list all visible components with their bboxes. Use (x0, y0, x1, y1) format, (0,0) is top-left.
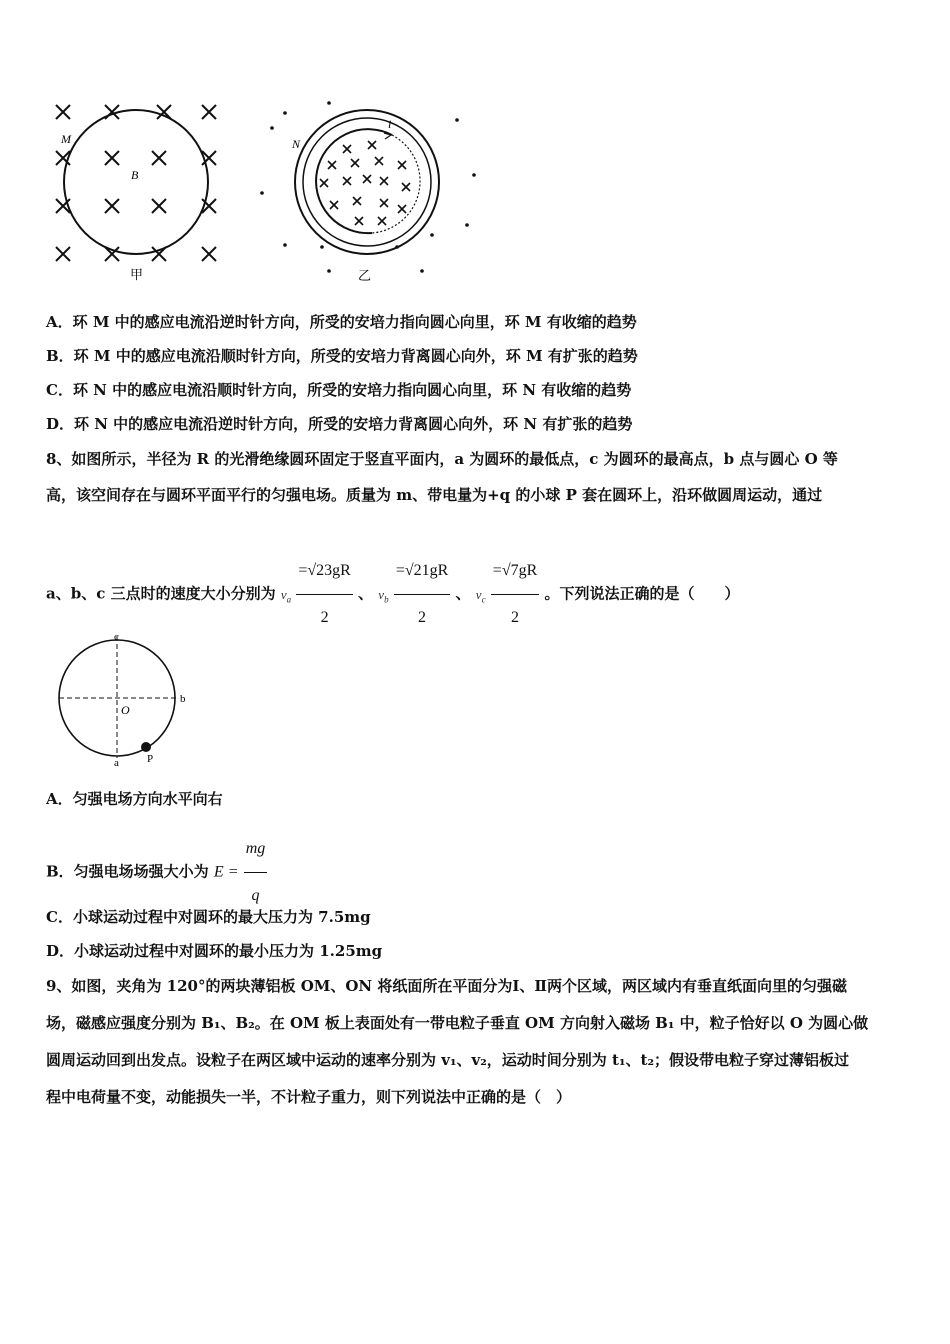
q8-stem-line3 (46, 548, 740, 641)
sep-1: 、 (358, 584, 374, 603)
ball-p (141, 742, 151, 752)
q8-option-d: D．小球运动过程中对圆环的最小压力为 1.25mg (46, 942, 383, 960)
caption-jia: 甲 (130, 267, 144, 282)
ring-m (64, 110, 208, 254)
q9-stem-line1: 9、如图，夹角为 120°的两块薄铝板 OM、ON 将纸面所在平面分为Ⅰ、Ⅱ两个区域，两区域内有垂直纸面向里的匀强磁 (46, 977, 848, 995)
label-n: N (292, 137, 301, 151)
vb-symbol: $v_b$ (378, 586, 389, 605)
q7-option-a: A．环 M 中的感应电流沿逆时针方向，所受的安培力指向圆心向里，环 M 有收缩的趋势 (46, 313, 637, 331)
field-region-solid (316, 129, 392, 233)
q8-line3-prefix: a、b、c 三点时的速度大小分别为 (46, 584, 276, 603)
q8-line3-suffix: 。下列说法正确的是（ ） (544, 584, 740, 603)
figure-q8-circle (55, 630, 205, 770)
q9-stem-line2: 场，磁感应强度分别为 B₁、B₂。在 OM 板上表面处有一带电粒子垂直 OM 方向射入磁场 B₁ 中，粒子恰好以 O 为圆心做 (46, 1014, 869, 1032)
figure-yi (252, 95, 482, 290)
label-a: a (114, 757, 119, 769)
q9-stem-line4: 程中电荷量不变，动能损失一半，不计粒子重力，则下列说法中正确的是（ ） (46, 1088, 572, 1106)
field-crosses (320, 141, 410, 225)
label-i: i (388, 117, 392, 131)
q8-stem-line1: 8、如图所示，半径为 R 的光滑绝缘圆环固定于竖直平面内，a 为圆环的最低点，c 为圆环的最高点，b 点与圆心 O 等 (46, 450, 838, 468)
q7-option-b: B．环 M 中的感应电流沿顺时针方向，所受的安培力背离圆心向外，环 M 有扩张的趋势 (46, 347, 638, 365)
q7-option-d: D．环 N 中的感应电流沿逆时针方向，所受的安培力背离圆心向外，环 N 有扩张的趋势 (46, 415, 633, 433)
sep-2: 、 (455, 584, 471, 603)
q8-option-c: C．小球运动过程中对圆环的最大压力为 7.5mg (46, 908, 371, 926)
q7-option-c: C．环 N 中的感应电流沿顺时针方向，所受的安培力指向圆心向里，环 N 有收缩的趋势 (46, 381, 632, 399)
label-c: c (114, 631, 119, 643)
q8-option-b (46, 826, 267, 919)
q9-stem-line3: 圆周运动回到出发点。设粒子在两区域中运动的速率分别为 v₁、v₂，运动时间分别为 t₁、t₂；假设带电粒子穿过薄铝板过 (46, 1051, 850, 1069)
q8-stem-line2: 高，该空间存在与圆环平面平行的匀强电场。质量为 m、带电量为+q 的小球 P 套在圆环上，沿环做圆周运动，通过 (46, 486, 823, 504)
caption-yi: 乙 (358, 268, 372, 283)
e-fraction: $\frac{mg}{q}$ (244, 826, 268, 919)
label-o: O (121, 703, 130, 717)
vc-fraction: $\frac{=√7gR}{2}$ (491, 548, 539, 641)
label-m: M (61, 132, 71, 146)
label-b: B (131, 168, 139, 182)
va-fraction: $\frac{=√23gR}{2}$ (296, 548, 352, 641)
label-p: P (147, 753, 154, 765)
va-symbol: $v_a$ (280, 586, 292, 605)
label-b: b (180, 693, 186, 705)
e-symbol: E = (213, 863, 239, 881)
dots (260, 101, 476, 273)
q8-option-a: A．匀强电场方向水平向右 (46, 790, 223, 808)
figure-jia (44, 95, 234, 285)
vc-symbol: $v_c$ (475, 586, 486, 605)
q8-option-b-text: B．匀强电场场强大小为 (46, 862, 209, 881)
field-crosses (56, 105, 216, 261)
vb-fraction: $\frac{=√21gR}{2}$ (394, 548, 450, 641)
